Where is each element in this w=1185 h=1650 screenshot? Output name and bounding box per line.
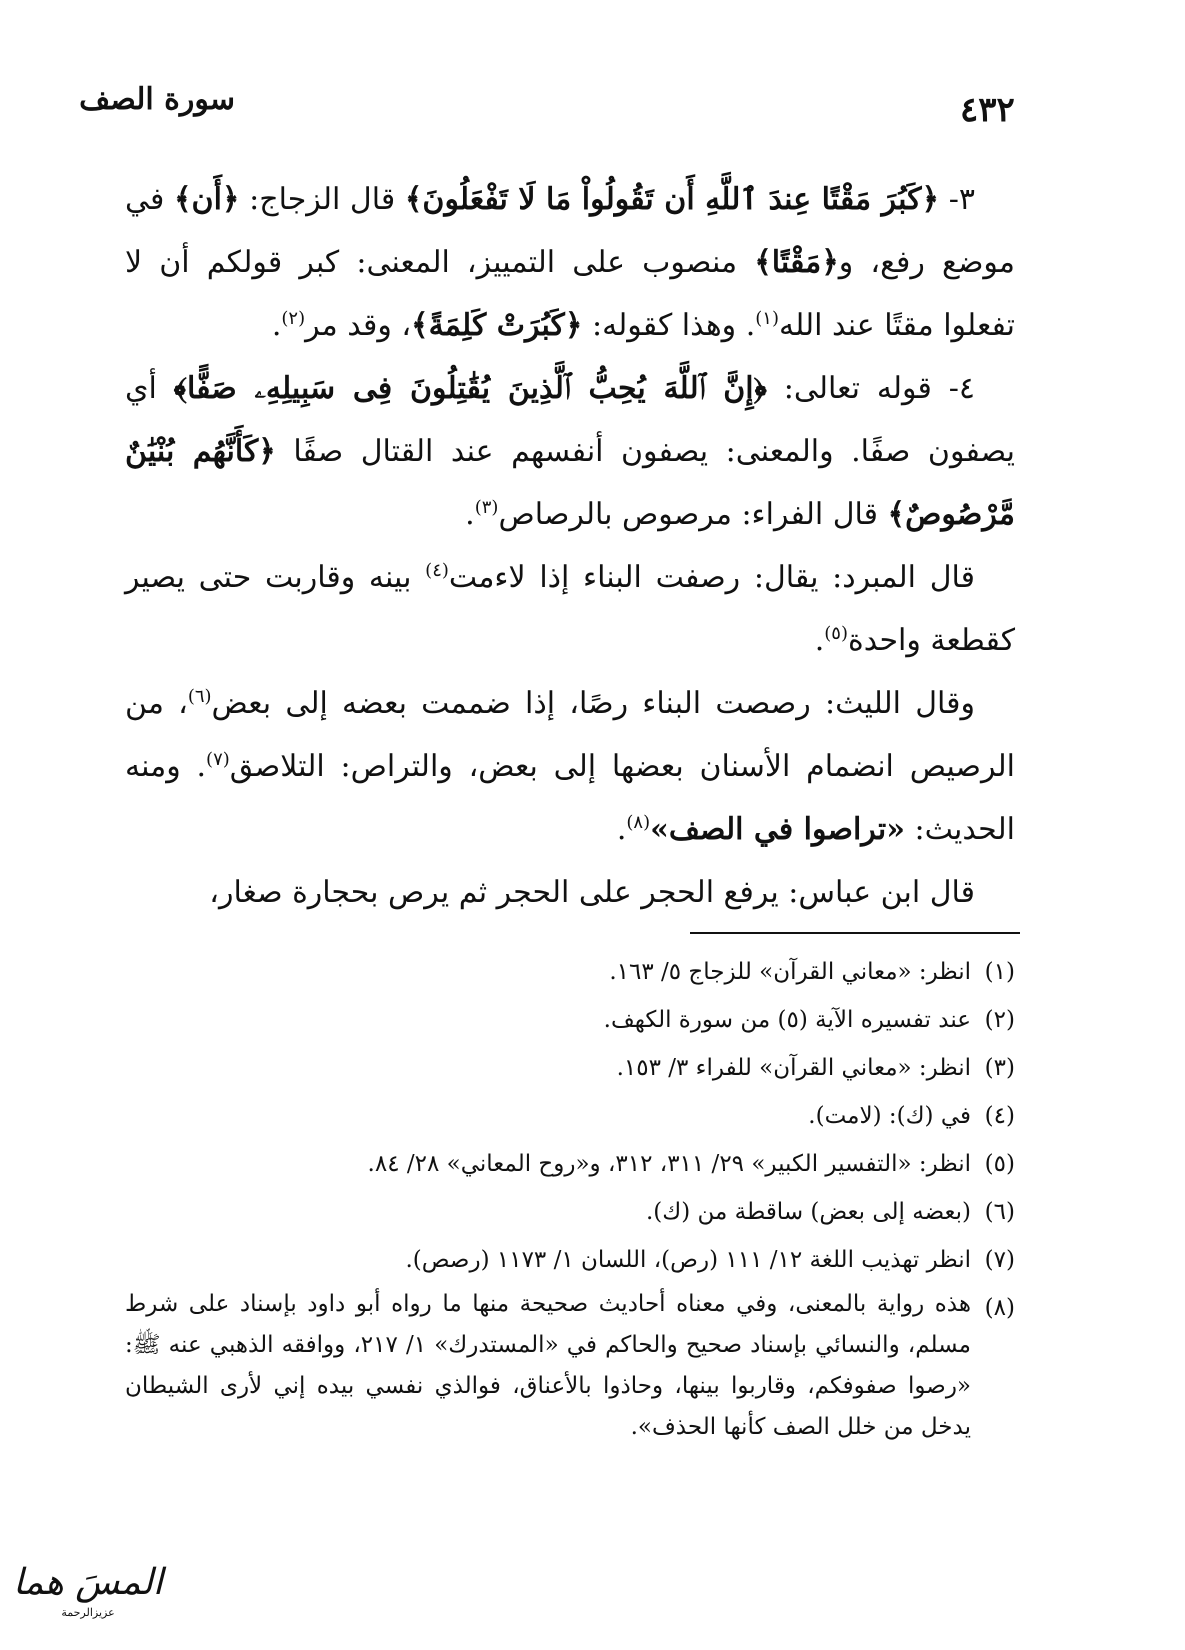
text-run: في موضع رفع، و: [125, 182, 1015, 280]
quran-quote: ﴿كَبُرَتْ كَلِمَةً﴾: [411, 308, 583, 343]
text-run: .: [271, 308, 282, 343]
stamp-calligraphy: المسَ هما: [13, 1562, 163, 1603]
footnote-text: انظر تهذيب اللغة ١٢/ ١١١ (رص)، اللسان ١/ ١١٧٣ (رصص).: [405, 1247, 971, 1273]
paragraph-ibn-abbas: [125, 861, 1015, 924]
footnote-text: في (ك): (لامت).: [808, 1103, 971, 1129]
footnote-ref: (١): [755, 308, 779, 329]
text-run: بينه وقاربت حتى يصير كقطعة واحدة: [125, 560, 1015, 658]
footnote-item: [125, 1092, 1015, 1140]
text-run: قال المبرد: يقال: رصفت البناء إذا لاءمت: [448, 560, 975, 595]
footnote-text: انظر: «معاني القرآن» للفراء ٣/ ١٥٣.: [616, 1055, 971, 1081]
text-run: وقال الليث: رصصت البناء رصًا، إذا ضممت بعضه إلى بعض: [211, 686, 975, 721]
footnote-ref: (٢): [281, 308, 306, 329]
footnote-number: (٧): [984, 1247, 1015, 1273]
footnote-item: [125, 1188, 1015, 1236]
footnote-text: انظر: «التفسير الكبير» ٢٩/ ٣١١، ٣١٢، و«روح المعاني» ٢٨/ ٨٤.: [367, 1151, 971, 1177]
surah-title: سورة الصف: [79, 82, 235, 117]
text-run: ، من الرصيص انضمام الأسنان بعضها إلى بعض، والتراص: التلاصق: [125, 686, 1015, 784]
quran-quote: ﴿أَن﴾: [173, 182, 240, 217]
hadith-quote: «تراصوا في الصف»: [650, 812, 905, 847]
paragraph-layth: [125, 672, 1015, 861]
footnote-ref: (٨): [626, 812, 651, 833]
footnote-ref: (٣): [474, 497, 499, 518]
verse-number: ٣-: [939, 182, 975, 217]
text-run: .: [814, 623, 825, 658]
footnote-text: انظر: «معاني القرآن» للزجاج ٥/ ١٦٣.: [609, 959, 971, 985]
text-run: .: [465, 497, 475, 532]
footnote-number: (٤): [984, 1103, 1015, 1129]
quran-quote: ﴿مَقْتًا﴾: [754, 245, 839, 280]
page-header: [79, 72, 1055, 132]
footnote-number: (٢): [984, 1007, 1015, 1033]
library-stamp: [8, 1560, 168, 1630]
page-number: ٤٣٢: [960, 90, 1015, 130]
quran-quote: ﴿كَبُرَ مَقْتًا عِندَ ٱللَّهِ أَن تَقُولُواْ مَا لَا تَفْعَلُونَ﴾: [404, 182, 940, 217]
footnote-text: عند تفسيره الآية (٥) من سورة الكهف.: [603, 1007, 971, 1033]
paragraph-verse-3: [125, 168, 1015, 357]
text-run: قال ابن عباس: يرفع الحجر على الحجر ثم يرص بحجارة صغار،: [209, 875, 975, 910]
footnote-ref: (٥): [824, 623, 848, 644]
footnotes: [125, 948, 1015, 1448]
paragraph-mubarrad: [125, 546, 1015, 672]
text-run: . ومنه الحديث:: [125, 749, 1015, 847]
text-run: منصوب على التمييز، المعنى: كبر قولكم أن لا تفعلوا مقتًا عند الله: [125, 245, 1015, 343]
footnote-item: [125, 996, 1015, 1044]
text-run: قال الزجاج:: [239, 182, 405, 217]
footnote-ref: (٧): [206, 749, 230, 770]
footnote-number: (٥): [984, 1151, 1015, 1177]
footnote-ref: (٤): [425, 560, 449, 581]
main-text: [125, 168, 1015, 924]
quran-quote: ﴿إِنَّ ٱللَّهَ يُحِبُّ ٱلَّذِينَ يُقَٰتِلُونَ فِى سَبِيلِهِۦ صَفًّا﴾: [173, 371, 767, 406]
footnote-number: (٨): [984, 1295, 1015, 1321]
text-run: أي يصفون صفًا. والمعنى: يصفون أنفسهم عند القتال صفًا: [125, 371, 1015, 469]
footnote-separator: [690, 932, 1020, 934]
text-run: قال الفراء: مرصوص بالرصاص: [498, 497, 888, 532]
stamp-subtext: عزيزالرحمة: [61, 1606, 115, 1619]
footnote-number: (١): [984, 959, 1015, 985]
text-run: . وهذا كقوله:: [582, 308, 756, 343]
footnote-number: (٦): [984, 1199, 1015, 1225]
paragraph-verse-4: [125, 357, 1015, 546]
quran-quote: ﴿كَأَنَّهُم بُنْيَٰنٌ مَّرْصُوصٌ﴾: [125, 434, 1015, 532]
footnote-text: (بعضه إلى بعض) ساقطة من (ك).: [645, 1199, 971, 1225]
footnote-item: [125, 1044, 1015, 1092]
footnote-text: هذه رواية بالمعنى، وفي معناه أحاديث صحيحة منها ما رواه أبو داود بإسناد على شرط مسلم، والنسائي بإسناد صحيح والحاكم في «المستدرك» ١/ ٢١٧، ووافقه الذهبي عنه ﷺ: «رصوا صفوفكم، وقاربوا بينها، وحاذوا بالأعناق، فوالذي نفسي بيده إني لأرى الشيطان يدخل من خلل الصف كأنها الحذف».: [125, 1291, 971, 1440]
footnote-ref: (٦): [187, 686, 212, 707]
footnote-item: [125, 1236, 1015, 1284]
footnote-item: [125, 1284, 1015, 1448]
footnote-number: (٣): [984, 1055, 1015, 1081]
text-run: ، وقد مر: [305, 308, 412, 343]
text-run: .: [616, 812, 627, 847]
footnote-item: [125, 948, 1015, 996]
footnote-item: [125, 1140, 1015, 1188]
text-run: ٤- قوله تعالى:: [766, 371, 975, 406]
